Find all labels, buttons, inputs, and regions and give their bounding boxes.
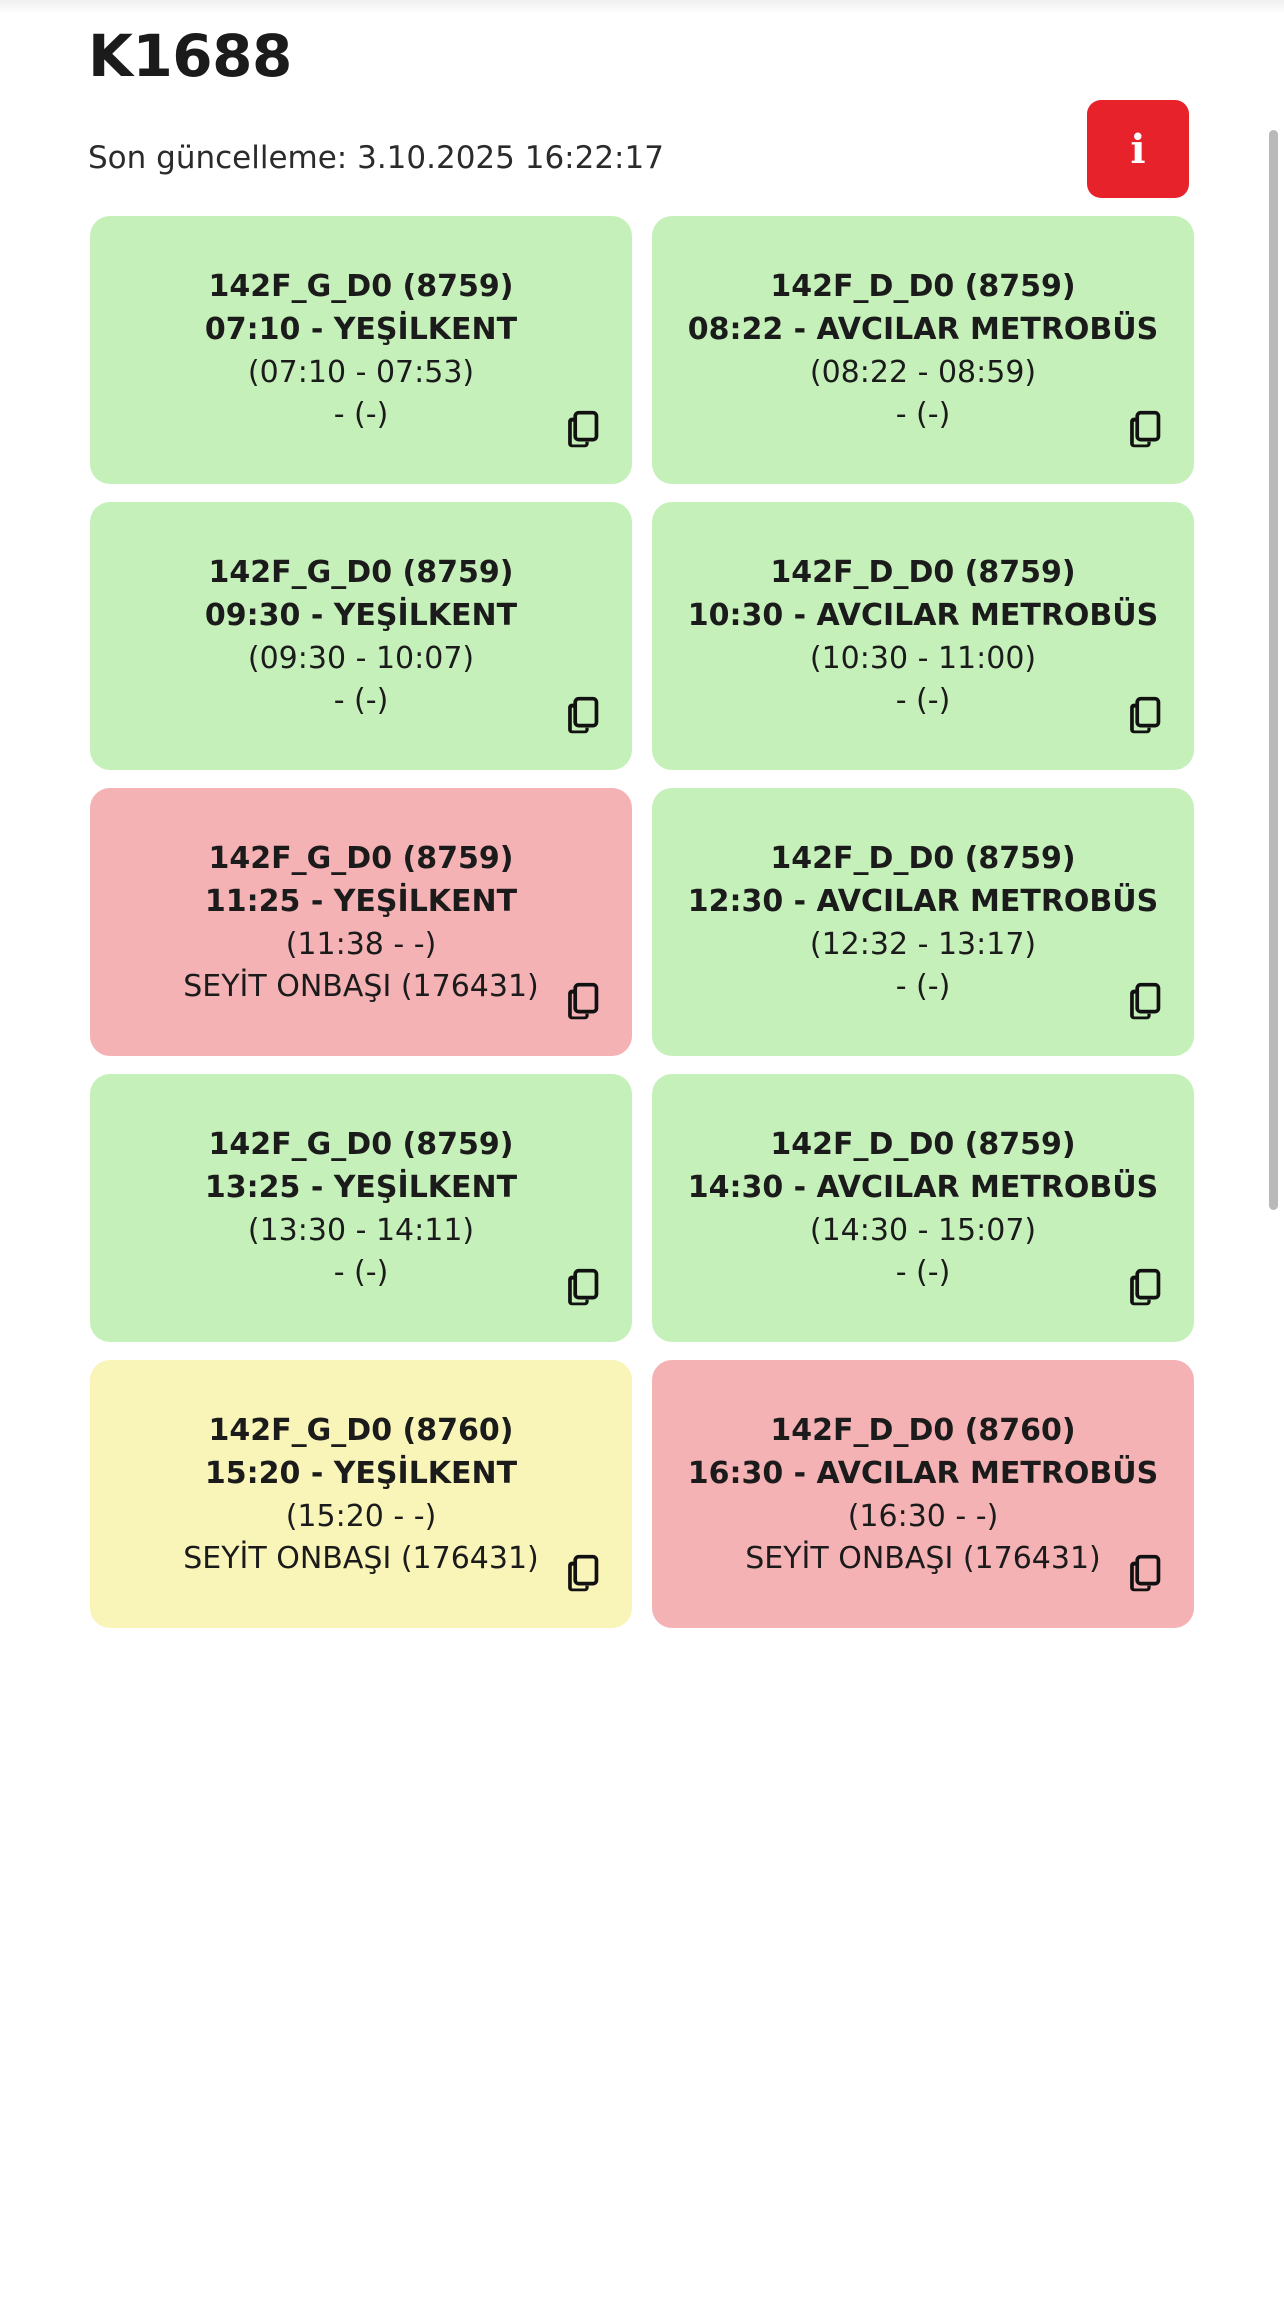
trip-driver: SEYİT ONBAŞI (176431) xyxy=(745,1541,1101,1577)
trip-driver: - (-) xyxy=(895,683,951,719)
copy-icon[interactable] xyxy=(566,1554,600,1592)
info-button[interactable]: i xyxy=(1087,100,1189,198)
copy-icon[interactable] xyxy=(1128,410,1162,448)
trip-departure-destination: 12:30 - AVCILAR METROBÜS xyxy=(687,884,1159,919)
copy-icon[interactable] xyxy=(1128,1268,1162,1306)
trip-times: (12:32 - 13:17) xyxy=(809,926,1037,962)
trip-card[interactable] xyxy=(652,1074,1194,1342)
trip-driver: - (-) xyxy=(895,969,951,1005)
trip-line-code: 142F_G_D0 (8759) xyxy=(208,269,514,305)
trip-line-code: 142F_D_D0 (8759) xyxy=(770,555,1076,591)
trip-line-code: 142F_D_D0 (8759) xyxy=(770,1127,1076,1163)
copy-icon[interactable] xyxy=(566,696,600,734)
vertical-scrollbar[interactable] xyxy=(1269,130,1278,1210)
trip-card[interactable] xyxy=(90,216,632,484)
trip-line-code: 142F_G_D0 (8759) xyxy=(208,1127,514,1163)
trip-card[interactable] xyxy=(652,1360,1194,1628)
trip-driver: SEYİT ONBAŞI (176431) xyxy=(183,1541,539,1577)
page-title: K1688 xyxy=(88,22,292,90)
trip-times: (09:30 - 10:07) xyxy=(247,640,475,676)
trip-departure-destination: 07:10 - YEŞİLKENT xyxy=(204,312,518,347)
copy-icon[interactable] xyxy=(1128,982,1162,1020)
trip-departure-destination: 15:20 - YEŞİLKENT xyxy=(204,1456,518,1491)
trip-times: (16:30 - -) xyxy=(847,1498,999,1534)
trip-card[interactable] xyxy=(652,216,1194,484)
copy-icon[interactable] xyxy=(566,1268,600,1306)
trip-line-code: 142F_D_D0 (8760) xyxy=(770,1413,1076,1449)
trip-driver: SEYİT ONBAŞI (176431) xyxy=(183,969,539,1005)
trip-line-code: 142F_G_D0 (8759) xyxy=(208,841,514,877)
trip-driver: - (-) xyxy=(895,397,951,433)
copy-icon[interactable] xyxy=(1128,1554,1162,1592)
trip-times: (11:38 - -) xyxy=(285,926,437,962)
trip-card[interactable] xyxy=(90,1360,632,1628)
trip-driver: - (-) xyxy=(333,683,389,719)
copy-icon[interactable] xyxy=(566,982,600,1020)
trip-line-code: 142F_G_D0 (8759) xyxy=(208,555,514,591)
trip-card[interactable] xyxy=(90,1074,632,1342)
last-update-label: Son güncelleme: 3.10.2025 16:22:17 xyxy=(88,139,664,176)
trip-departure-destination: 09:30 - YEŞİLKENT xyxy=(204,598,518,633)
trip-card[interactable] xyxy=(90,502,632,770)
trip-driver: - (-) xyxy=(895,1255,951,1291)
trip-departure-destination: 16:30 - AVCILAR METROBÜS xyxy=(687,1456,1159,1491)
trip-times: (13:30 - 14:11) xyxy=(247,1212,475,1248)
copy-icon[interactable] xyxy=(1128,696,1162,734)
trip-card[interactable] xyxy=(90,788,632,1056)
trip-times: (07:10 - 07:53) xyxy=(247,354,475,390)
trip-times: (15:20 - -) xyxy=(285,1498,437,1534)
trip-card[interactable] xyxy=(652,788,1194,1056)
trip-departure-destination: 13:25 - YEŞİLKENT xyxy=(204,1170,518,1205)
trip-times: (10:30 - 11:00) xyxy=(809,640,1037,676)
trip-line-code: 142F_D_D0 (8759) xyxy=(770,841,1076,877)
trip-card[interactable] xyxy=(652,502,1194,770)
trip-times: (14:30 - 15:07) xyxy=(809,1212,1037,1248)
trip-departure-destination: 08:22 - AVCILAR METROBÜS xyxy=(687,312,1159,347)
trip-line-code: 142F_D_D0 (8759) xyxy=(770,269,1076,305)
trip-line-code: 142F_G_D0 (8760) xyxy=(208,1413,514,1449)
trip-departure-destination: 11:25 - YEŞİLKENT xyxy=(204,884,518,919)
trip-driver: - (-) xyxy=(333,397,389,433)
trip-times: (08:22 - 08:59) xyxy=(809,354,1037,390)
copy-icon[interactable] xyxy=(566,410,600,448)
trip-departure-destination: 14:30 - AVCILAR METROBÜS xyxy=(687,1170,1159,1205)
trip-driver: - (-) xyxy=(333,1255,389,1291)
trip-card-grid xyxy=(90,216,1194,1628)
trip-departure-destination: 10:30 - AVCILAR METROBÜS xyxy=(687,598,1159,633)
